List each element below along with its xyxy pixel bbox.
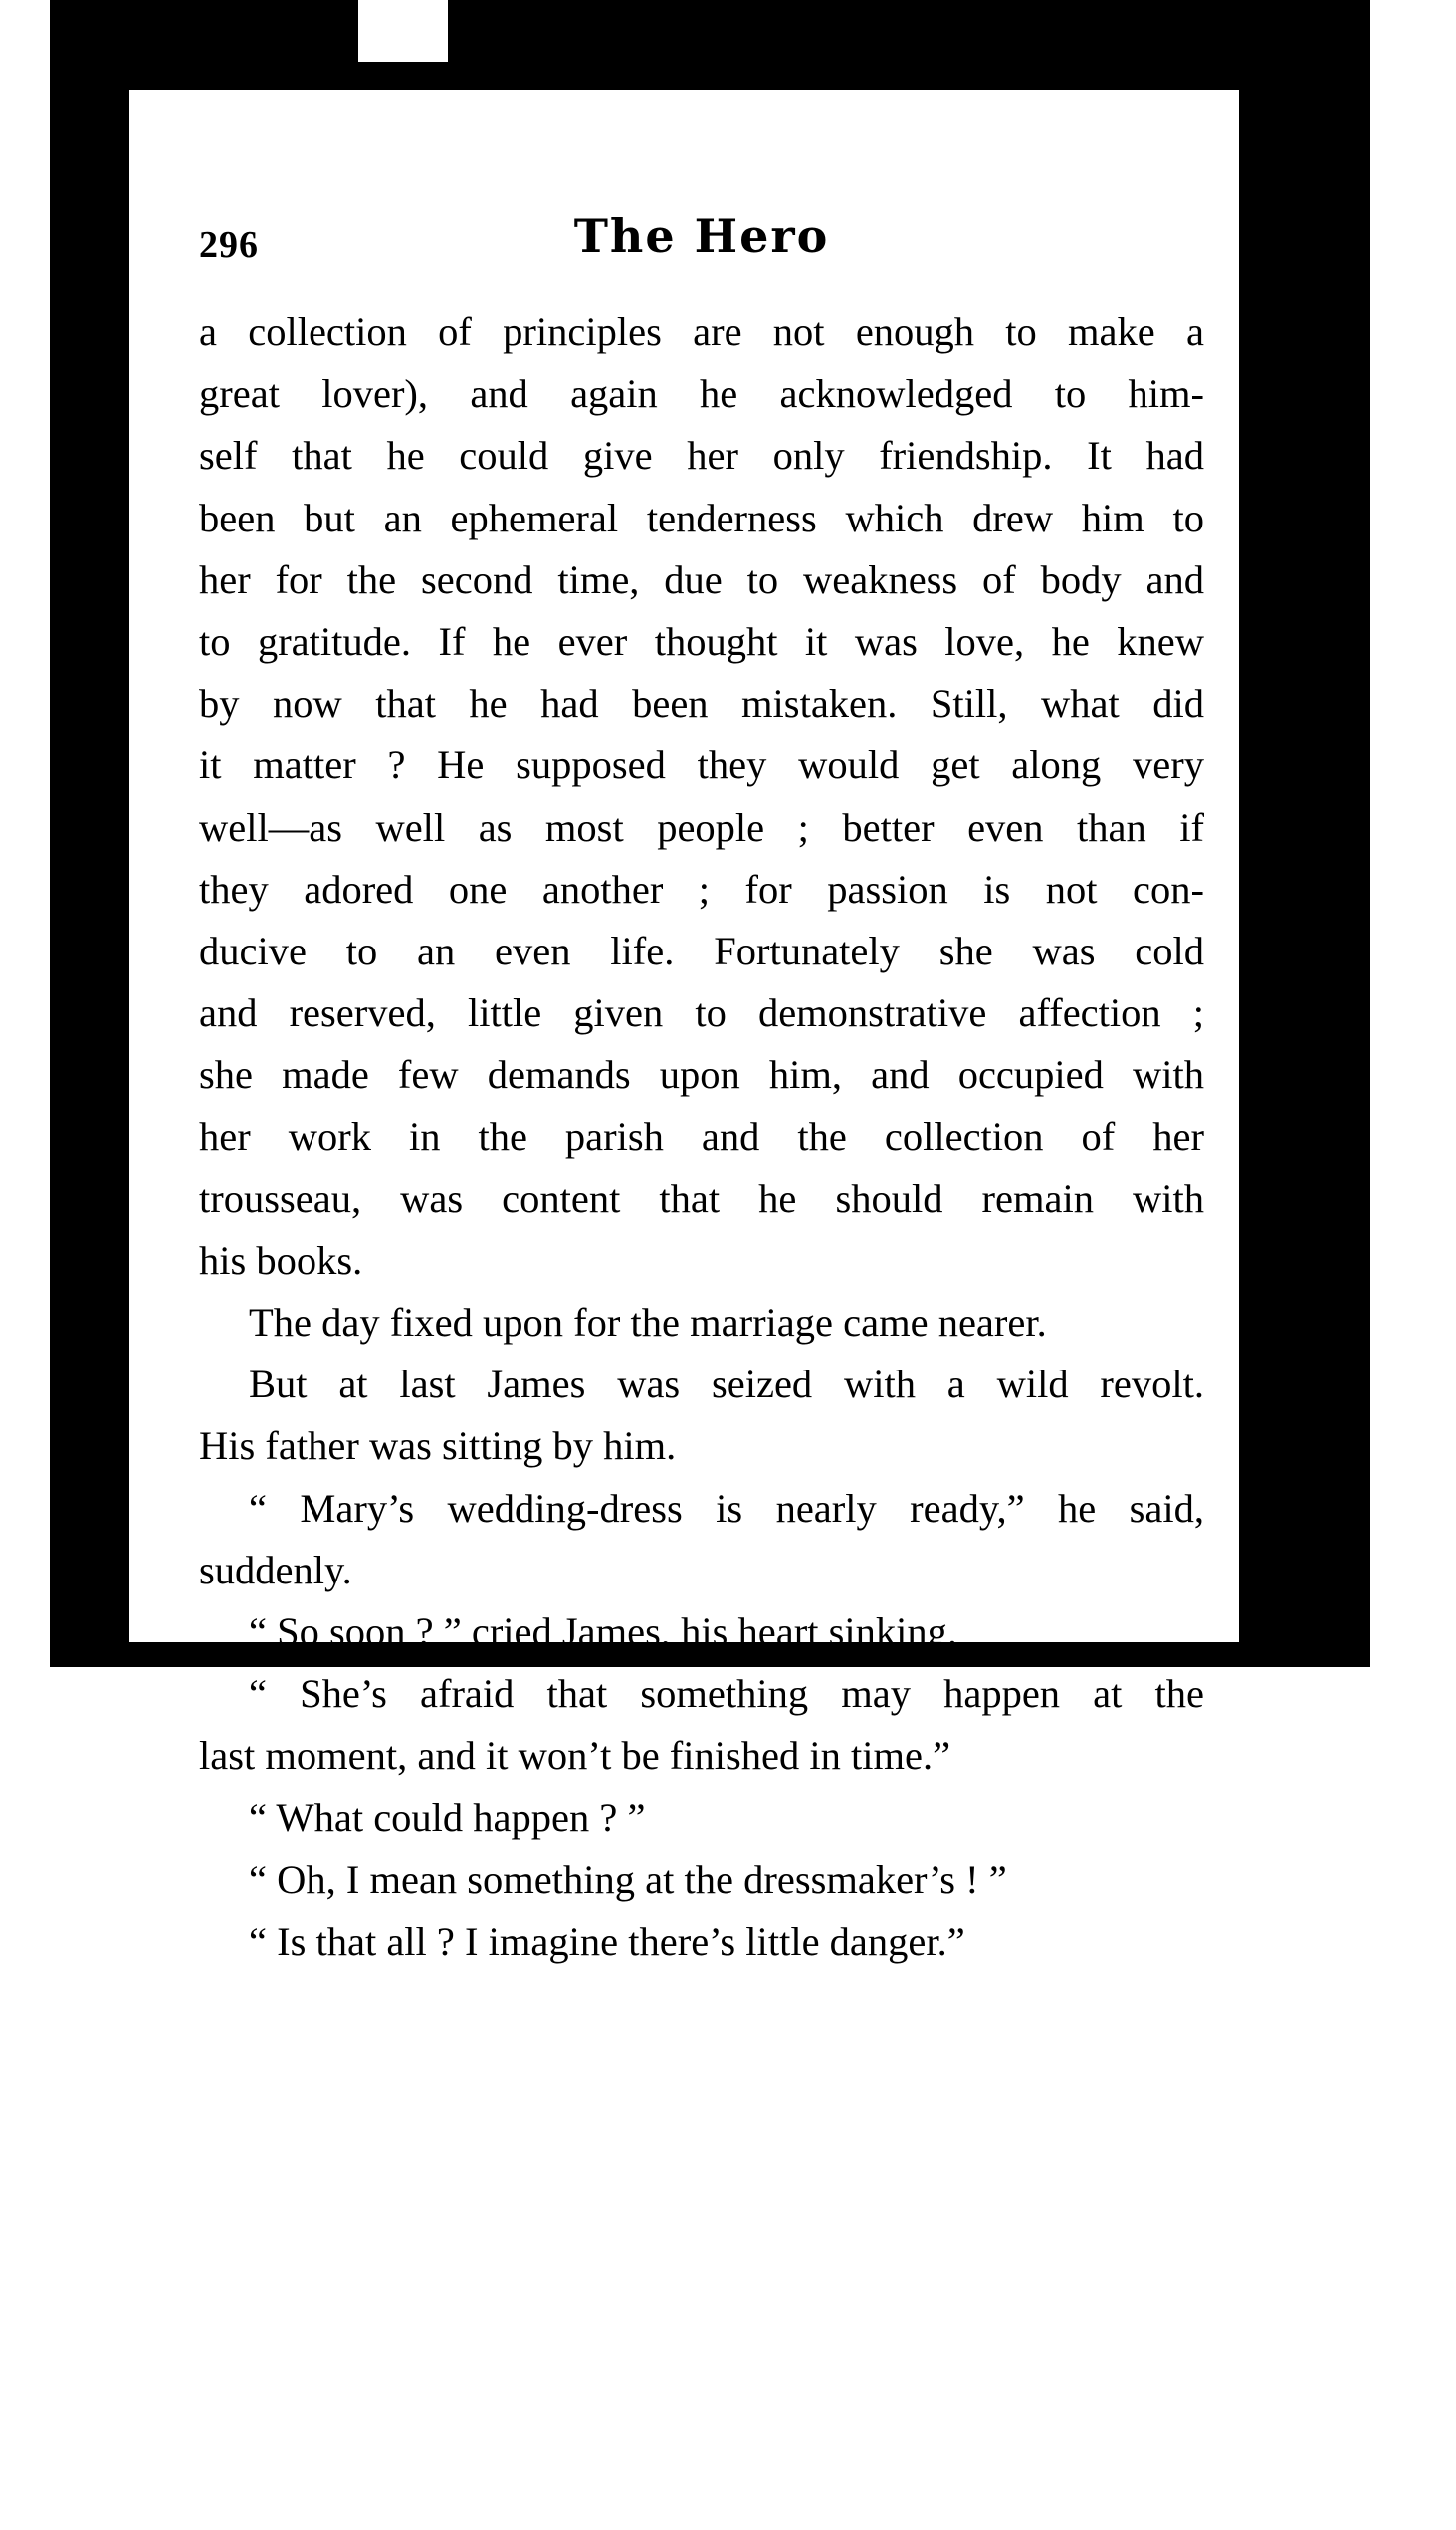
text-line: great lover), and again he acknowledged to him- bbox=[199, 371, 1204, 417]
text-line: to gratitude. If he ever thought it was love, he knew bbox=[199, 618, 1204, 664]
page-header bbox=[199, 209, 1204, 279]
text-line: it matter ? He supposed they would get along very bbox=[199, 742, 1204, 788]
text-line: His father was sitting by him. bbox=[199, 1423, 677, 1469]
text-line: she made few demands upon him, and occupied with bbox=[199, 1052, 1204, 1098]
text-line: last moment, and it won’t be finished in time.” bbox=[199, 1733, 951, 1779]
text-line: But at last James was seized with a wild revolt. bbox=[249, 1362, 1204, 1407]
text-line: “ Is that all ? I imagine there’s little danger.” bbox=[249, 1918, 965, 1964]
text-line: “ Oh, I mean something at the dressmaker’s ! ” bbox=[249, 1856, 1007, 1902]
text-line: trousseau, was content that he should remain with bbox=[199, 1175, 1204, 1221]
text-line: “ She’s afraid that something may happen at the bbox=[249, 1671, 1204, 1717]
text-line: his books. bbox=[199, 1237, 363, 1283]
text-line: “ So soon ? ” cried James, his heart sinking. bbox=[249, 1608, 957, 1654]
running-head-title: The Hero bbox=[573, 209, 830, 263]
page-number: 296 bbox=[199, 224, 259, 266]
text-line: by now that he had been mistaken. Still, what did bbox=[199, 681, 1204, 727]
text-line: and reserved, little given to demonstrative affection ; bbox=[199, 990, 1204, 1036]
text-line: her for the second time, due to weakness of body and bbox=[199, 556, 1204, 602]
text-line: a collection of principles are not enough to make a bbox=[199, 310, 1204, 354]
text-line: “ What could happen ? ” bbox=[249, 1794, 646, 1840]
text-line: ducive to an even life. Fortunately she was cold bbox=[199, 928, 1204, 973]
body-text bbox=[199, 302, 1204, 1973]
text-line: they adored one another ; for passion is not con- bbox=[199, 866, 1204, 912]
text-line: her work in the parish and the collection of her bbox=[199, 1114, 1204, 1160]
text-line: well—as well as most people ; better even than if bbox=[199, 804, 1204, 850]
text-line: suddenly. bbox=[199, 1547, 352, 1592]
text-line: been but an ephemeral tenderness which drew him to bbox=[199, 495, 1204, 540]
scan-notch bbox=[358, 0, 448, 62]
text-line: The day fixed upon for the marriage came nearer. bbox=[249, 1300, 1047, 1345]
text-line: “ Mary’s wedding-dress is nearly ready,” he said, bbox=[249, 1485, 1204, 1531]
text-line: self that he could give her only friendship. It had bbox=[199, 433, 1204, 479]
